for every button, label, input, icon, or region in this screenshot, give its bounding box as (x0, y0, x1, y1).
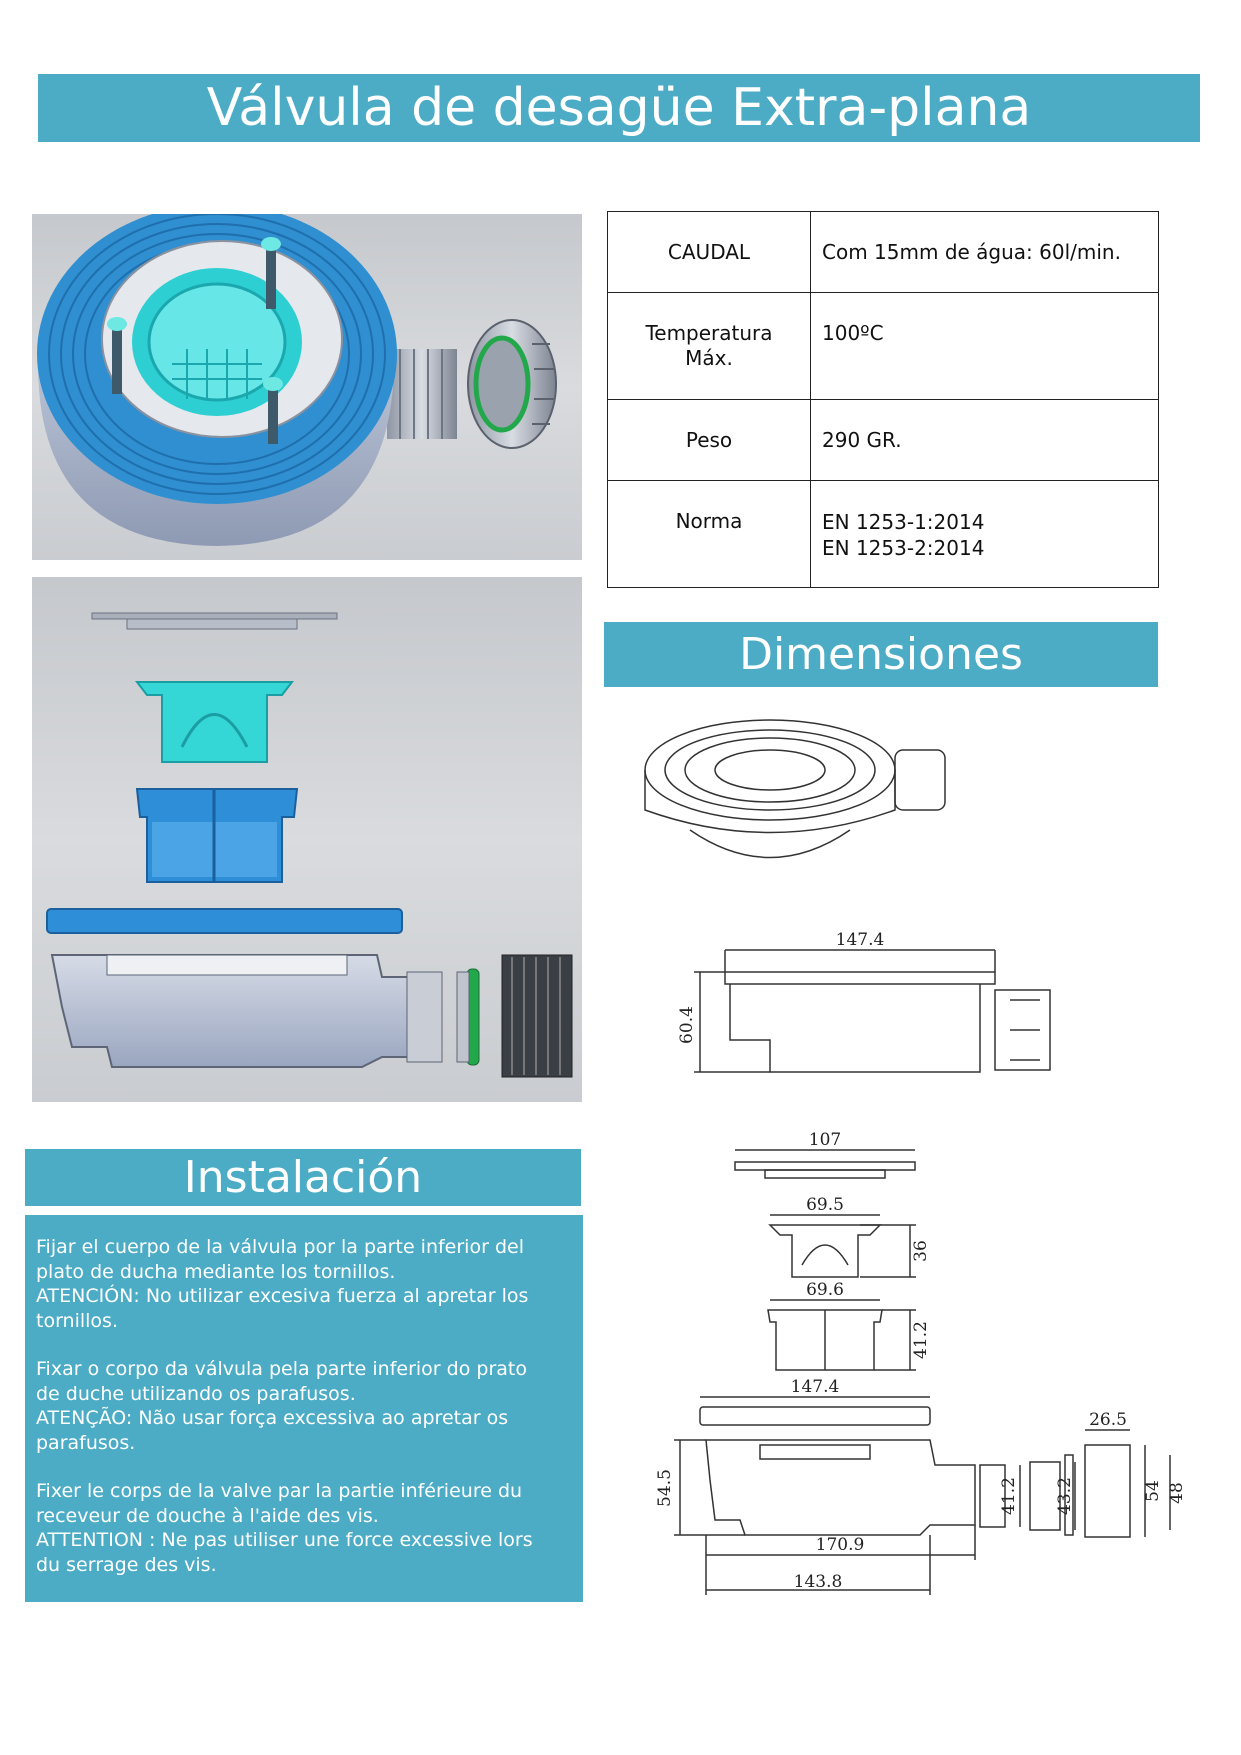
instruction-line: de duche utilizando os parafusos. (36, 1382, 356, 1405)
dim-nut-d2: 48 (1167, 1482, 1187, 1504)
spec-value: 290 GR. (811, 400, 1159, 481)
spec-value: Com 15mm de água: 60l/min. (811, 212, 1159, 293)
dimensions-heading: Dimensiones (604, 622, 1158, 687)
instruction-line: receveur de douche à l'aide des vis. (36, 1504, 379, 1527)
dimension-drawings (630, 710, 1190, 1610)
dim-basket-width: 69.6 (806, 1280, 844, 1300)
dim-filter-height: 36 (911, 1240, 931, 1262)
norma-line: EN 1253-1:2014 (822, 510, 985, 534)
dim-pipe-d2: 43.2 (1055, 1477, 1075, 1515)
spec-row-norma (608, 481, 1159, 588)
dim-nut-d1: 54 (1143, 1480, 1163, 1502)
dim-side-height: 60.4 (677, 1006, 697, 1044)
technical-drawing (630, 710, 1190, 1610)
spec-value (811, 481, 1159, 588)
dim-basket-height: 41.2 (911, 1321, 931, 1359)
dim-body-height: 54.5 (655, 1469, 675, 1507)
spec-value: 100ºC (811, 293, 1159, 400)
dim-pipe-d1: 41.2 (999, 1477, 1019, 1515)
spec-row-temperatura (608, 293, 1159, 400)
instructions-es (36, 1235, 573, 1333)
instruction-line: Fixar o corpo da válvula pela parte inferior do prato (36, 1358, 527, 1380)
spec-key: Peso (608, 400, 811, 481)
spec-key: Norma (608, 481, 811, 588)
instruction-line: tornillos. (36, 1309, 118, 1332)
installation-instructions (25, 1215, 583, 1602)
instructions-fr (36, 1479, 573, 1577)
instruction-line: parafusos. (36, 1431, 136, 1454)
spec-key (608, 293, 811, 400)
exploded-drawing (32, 577, 582, 1102)
instruction-line: Fixer le corps de la valve par la partie inférieure du (36, 1480, 523, 1502)
dim-filter-width: 69.5 (806, 1195, 844, 1215)
valve-3d-render (32, 214, 582, 560)
spec-key-text: Temperatura Máx. (645, 321, 773, 370)
instruction-line: ATENÇÃO: Não usar força excessiva ao apretar os (36, 1407, 509, 1429)
dim-cover-width: 107 (808, 1130, 842, 1150)
valve-3d-drawing (32, 214, 582, 560)
spec-table (607, 211, 1159, 588)
instruction-line: Fijar el cuerpo de la válvula por la parte inferior del (36, 1236, 524, 1258)
instruction-line: plato de ducha mediante los tornillos. (36, 1260, 396, 1283)
spec-row-peso (608, 400, 1159, 481)
instruction-line: ATENCIÓN: No utilizar excesiva fuerza al apretar los (36, 1285, 529, 1307)
dim-outlet-width: 170.9 (815, 1535, 865, 1555)
dim-nut-width: 26.5 (1089, 1410, 1127, 1430)
instruction-line: ATTENTION : Ne pas utiliser une force excessive lors (36, 1529, 533, 1551)
page-title: Válvula de desagüe Extra-plana (38, 74, 1200, 142)
instructions-pt (36, 1357, 573, 1455)
instruction-line: du serrage des vis. (36, 1553, 217, 1576)
dim-top-width: 147.4 (835, 930, 885, 950)
spec-key: CAUDAL (608, 212, 811, 293)
installation-heading: Instalación (25, 1149, 581, 1206)
spec-row-caudal (608, 212, 1159, 293)
dim-grate-width: 147.4 (790, 1377, 840, 1397)
valve-exploded-render (32, 577, 582, 1102)
dimension-labels (655, 930, 1187, 1592)
dim-body-width: 143.8 (793, 1572, 843, 1592)
norma-line: EN 1253-2:2014 (822, 536, 985, 560)
